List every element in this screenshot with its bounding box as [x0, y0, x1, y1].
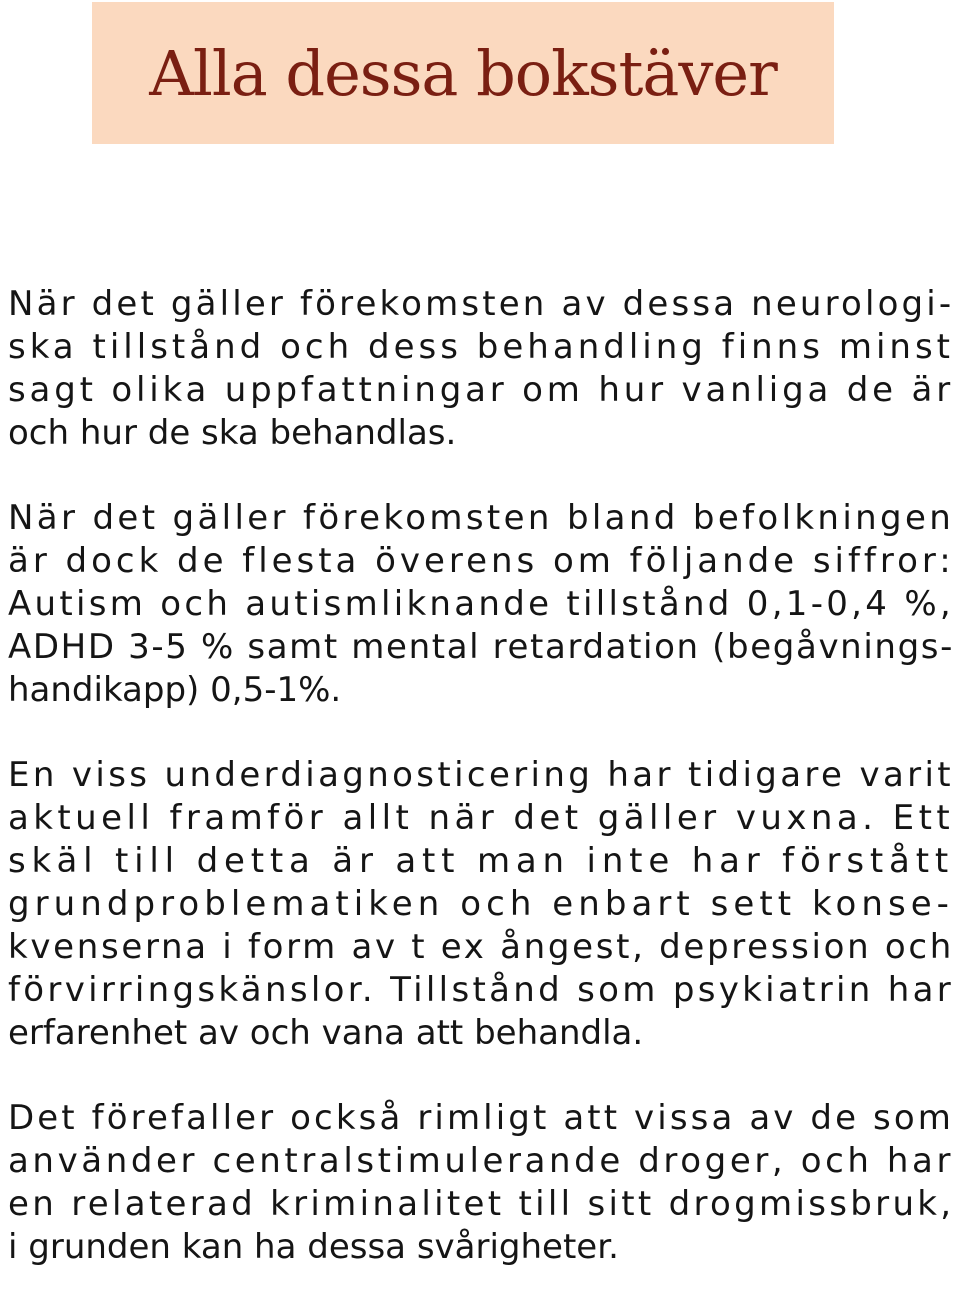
text-line: är dock de flesta överens om följande siffror:: [8, 541, 955, 581]
text-line: sagt olika uppfattningar om hur vanliga de är: [8, 370, 954, 410]
text-line: handikapp) 0,5-1%.: [8, 670, 342, 710]
text-line: När det gäller förekomsten av dessa neurologi-: [8, 284, 955, 324]
body-text: [8, 283, 954, 1311]
text-line: En viss underdiagnosticering har tidigare varit: [8, 755, 954, 795]
paragraph-1: [8, 283, 954, 455]
text-line: grundproblematiken och enbart sett konse-: [8, 884, 954, 924]
text-line: ADHD 3-5 % samt mental retardation (begåvnings-: [8, 627, 954, 667]
text-line: kvenserna i form av t ex ångest, depression och: [8, 927, 954, 967]
text-line: ska tillstånd och dess behandling finns minst: [8, 327, 954, 367]
text-line: erfarenhet av och vana att behandla.: [8, 1013, 644, 1053]
text-line: När det gäller förekomsten bland befolkningen: [8, 498, 955, 538]
text-line: i grunden kan ha dessa svårigheter.: [8, 1227, 619, 1267]
paragraph-3: [8, 754, 954, 1055]
text-line: skäl till detta är att man inte har förstått: [8, 841, 954, 881]
text-line: och hur de ska behandlas.: [8, 413, 457, 453]
text-line: en relaterad kriminalitet till sitt drogmissbruk,: [8, 1184, 955, 1224]
text-line: Autism och autismliknande tillstånd 0,1-0,4 %,: [8, 584, 954, 624]
text-line: Det förefaller också rimligt att vissa av de som: [8, 1098, 954, 1138]
text-line: använder centralstimulerande droger, och har: [8, 1141, 955, 1181]
paragraph-2: [8, 497, 954, 712]
text-line: aktuell framför allt när det gäller vuxna. Ett: [8, 798, 955, 838]
title-banner: [92, 2, 834, 144]
text-line: förvirringskänslor. Tillstånd som psykiatrin har: [8, 970, 955, 1010]
paragraph-4: [8, 1097, 954, 1269]
page-title: Alla dessa bokstäver: [149, 36, 777, 110]
